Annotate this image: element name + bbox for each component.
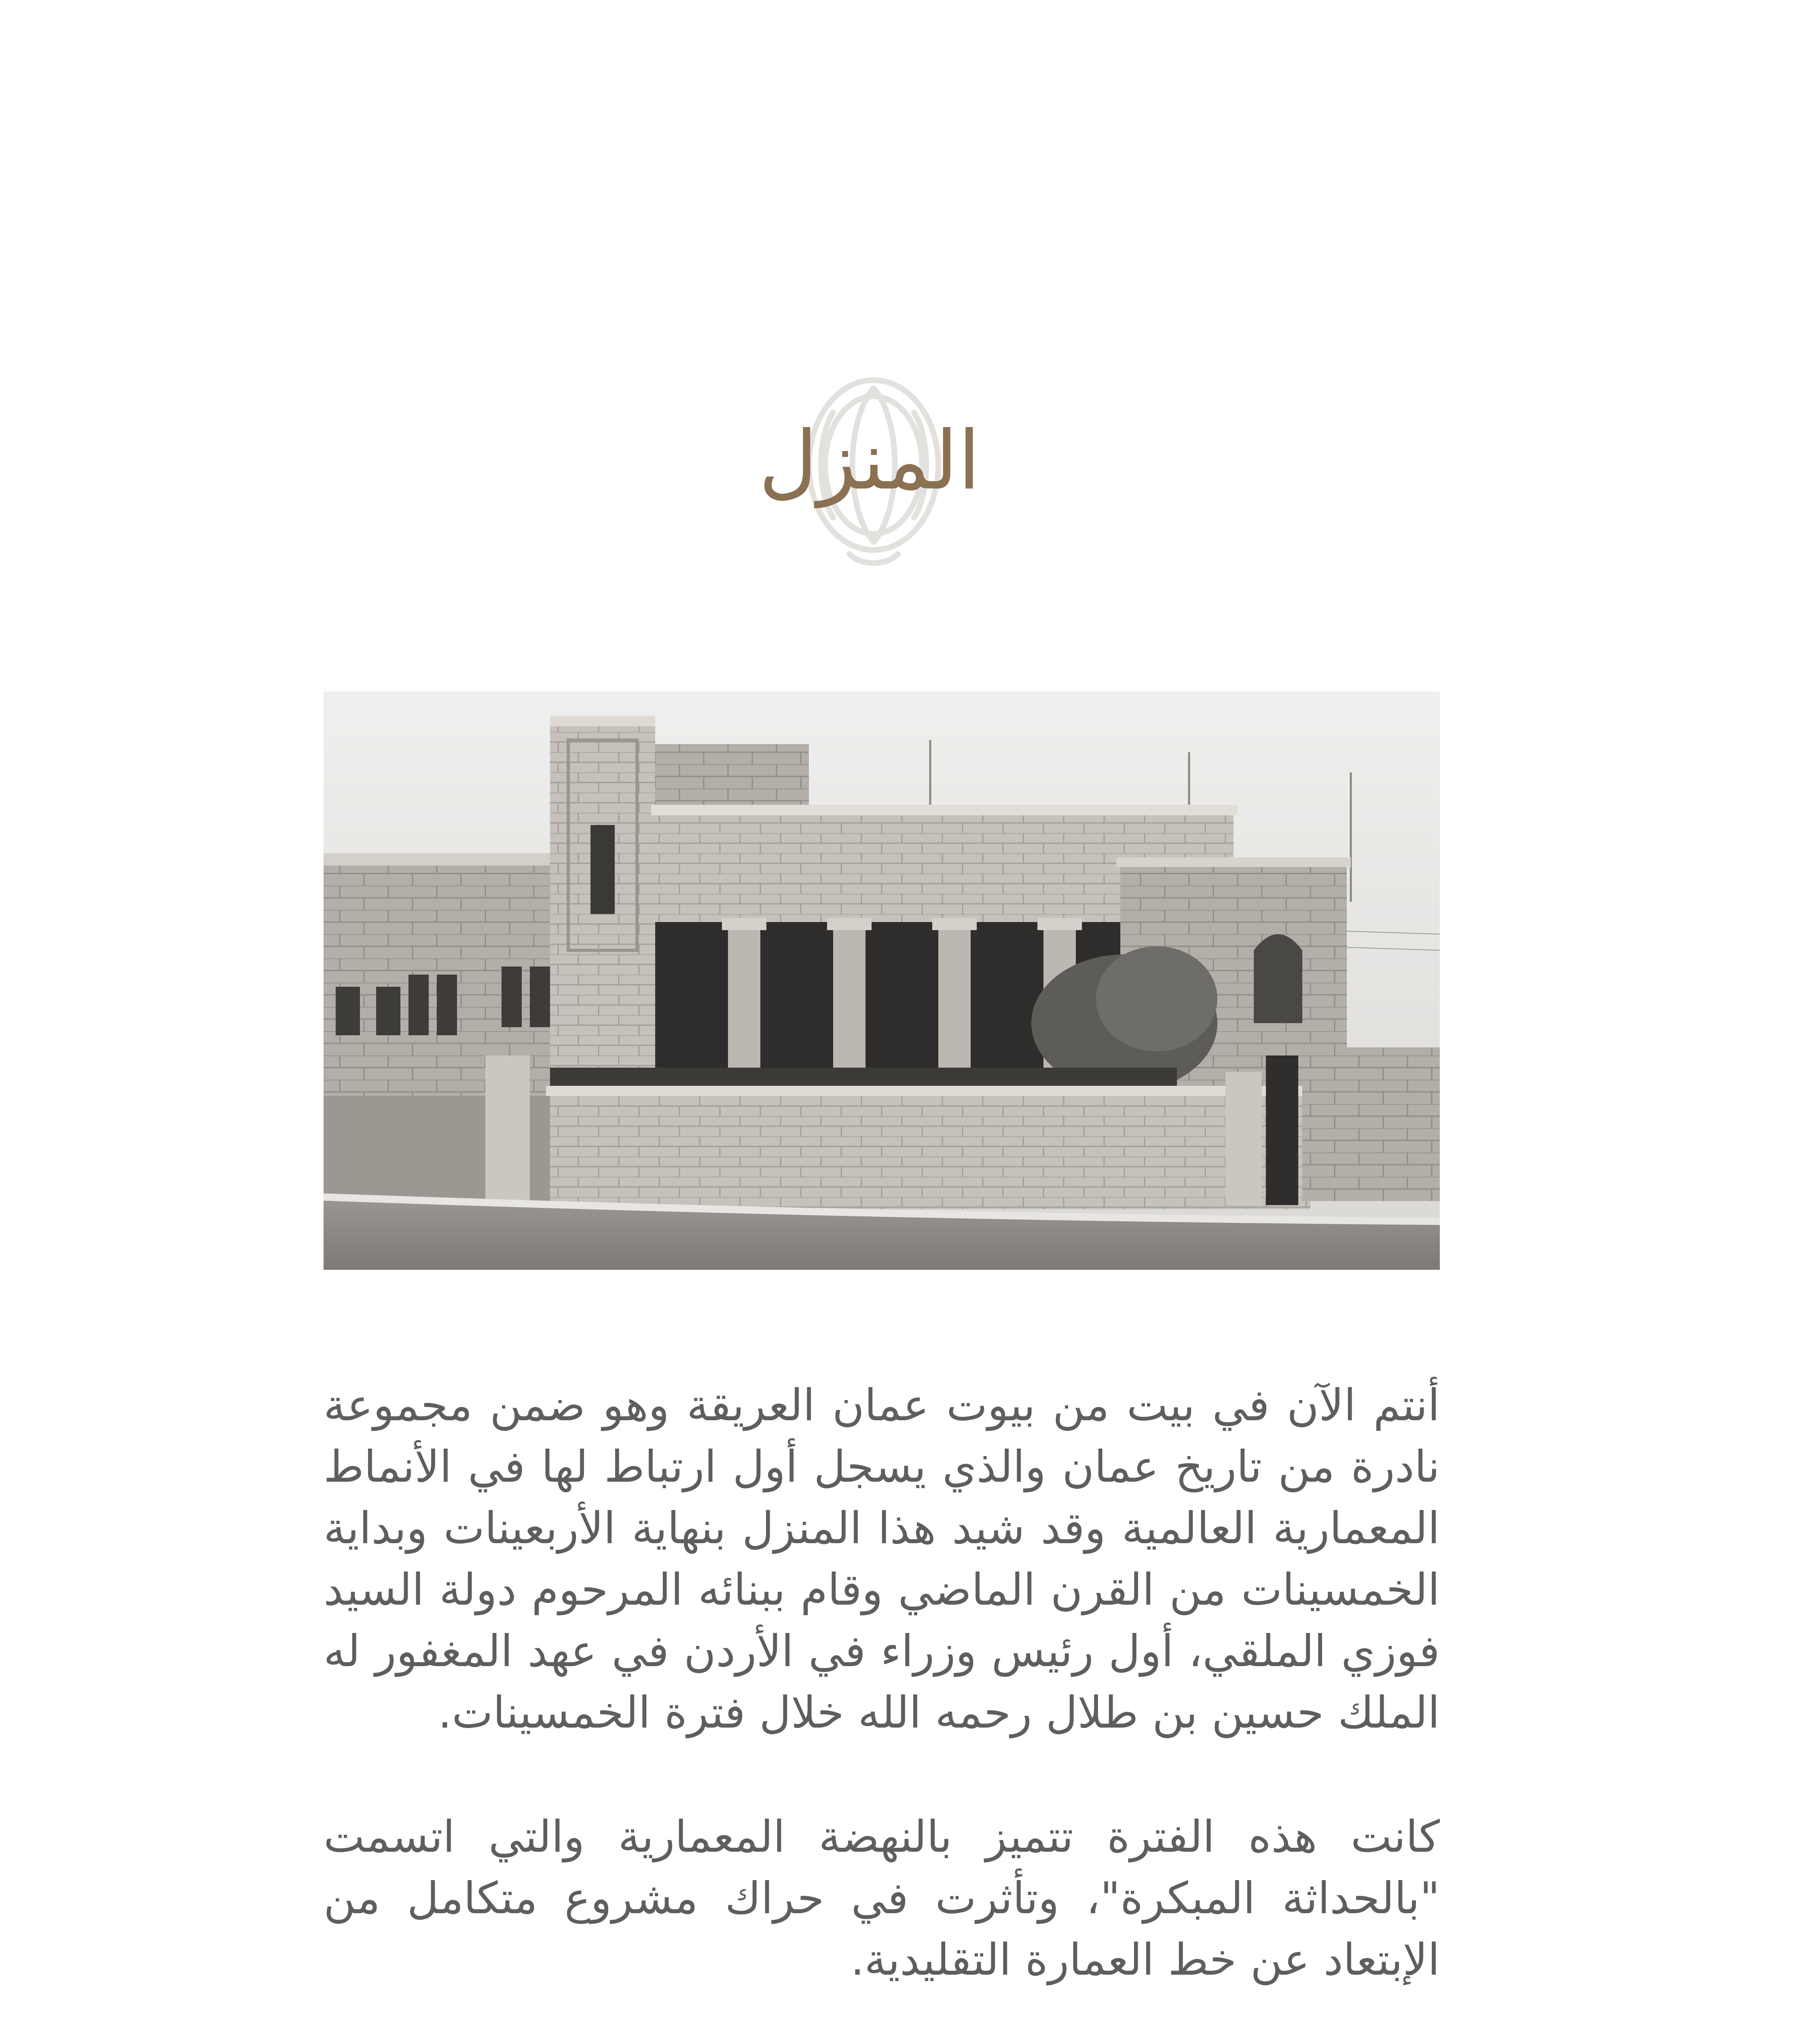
article-body [324,1375,1440,2022]
paragraph-1: أنتم الآن في بيت من بيوت عمان العريقة وهو ضمن مجموعة نادرة من تاريخ عمان والذي يسجل أول ارتباط لها في الأنماط المعمارية العالمية وقد شيد هذا المنزل بنهاية الأربعينات وبداية الخمسينات من القرن الماضي وقام ببنائه المرحوم دولة السيد فوزي الملقي، أول رئيس وزراء في الأردن في عهد المغفور له الملك حسين بن طلال رحمه الله خلال فترة الخمسينات. [324,1380,1440,1738]
paragraph-2: كانت هذه الفترة تتميز بالنهضة المعمارية والتي اتسمت "بالحداثة المبكرة"، وتأثرت في حراك مشروع متكامل من الإبتعاد عن خط العمارة التقليدية. [324,1812,1440,1985]
house-photo [324,692,1440,1270]
page-title: المنزل [758,414,981,508]
header [748,364,991,607]
